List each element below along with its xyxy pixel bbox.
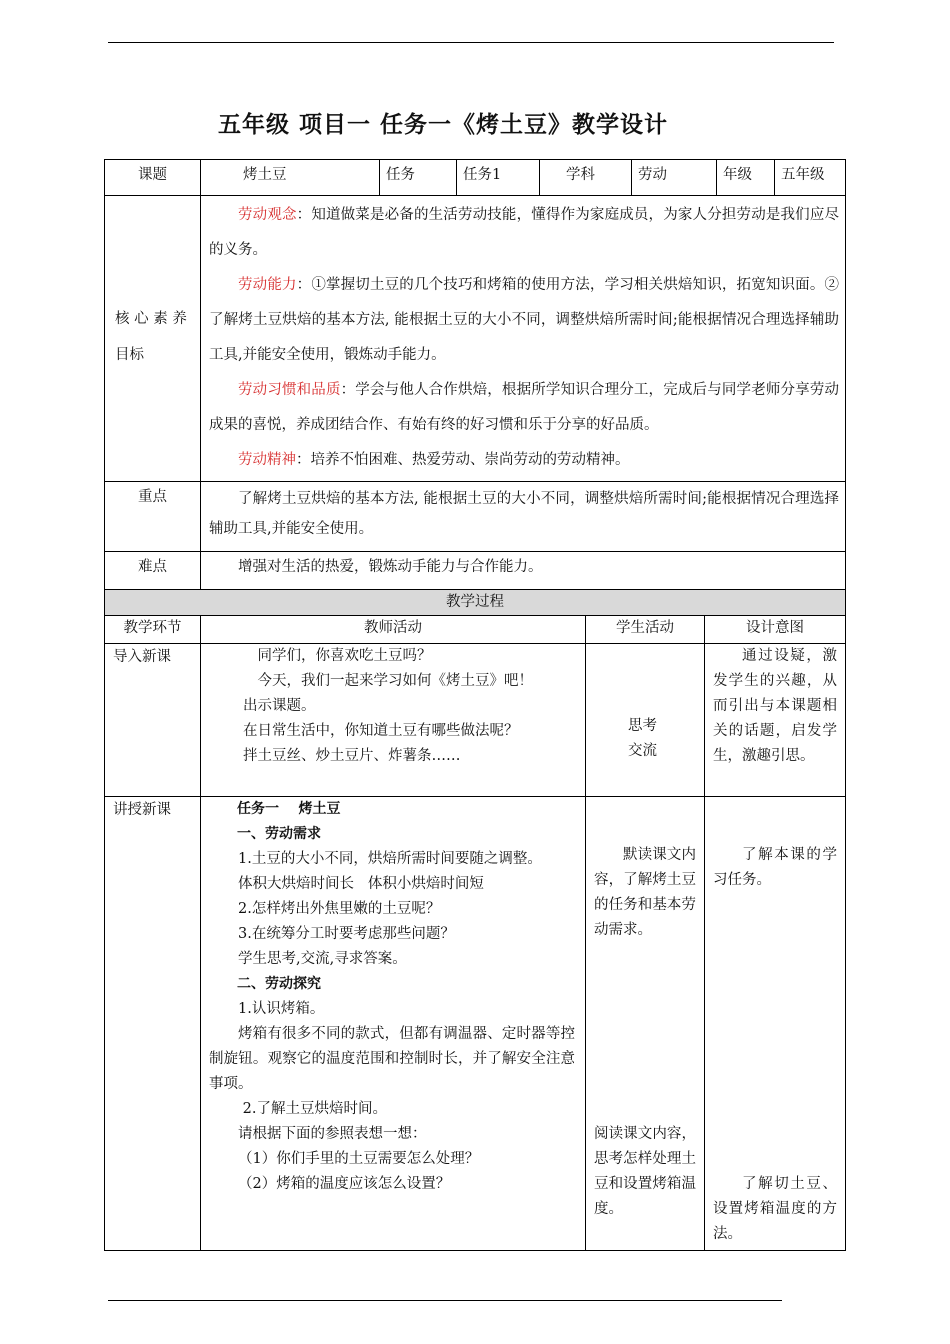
intro-teacher — [200, 643, 585, 796]
task-label: 任务 — [379, 159, 456, 195]
grade-value: 五年级 — [774, 159, 845, 195]
subject-value: 劳动 — [631, 159, 716, 195]
difficulty-text: 增强对生活的热爱，锻炼动手能力与合作能力。 — [238, 559, 543, 575]
table-right-border — [845, 159, 846, 1250]
lesson-line: 1.土豆的大小不同，烘焙所需时间要随之调整。 — [238, 851, 542, 867]
goal-text: ：学会与他人合作烘焙，根据所学知识合理分工，完成后与同学老师分享劳动成果的喜悦，养成团结合作、有始有终的好习惯和乐于分享的好品质。 — [209, 382, 840, 433]
goal-spirit — [209, 443, 839, 478]
lesson-line: 1.认识烤箱。 — [238, 1001, 325, 1017]
table-bottom-border — [104, 1250, 846, 1251]
col-stage: 教学环节 — [104, 615, 200, 643]
key-point-label: 重点 — [104, 481, 200, 551]
lesson-line: 体积大烘焙时间长 体积小烘焙时间短 — [238, 876, 484, 892]
intro-intent — [704, 643, 845, 796]
lesson-student-text: 阅读课文内容，思考怎样处理土豆和设置烤箱温度。 — [594, 1126, 696, 1217]
lesson-line: 2.怎样烤出外焦里嫩的土豆呢？ — [238, 901, 441, 917]
document-title: 五年级 项目一 任务一《烤土豆》教学设计 — [217, 111, 668, 138]
goal-text: ：①掌握切土豆的几个技巧和烤箱的使用方法，学习相关烘焙知识，拓宽知识面。②了解烤土豆烘焙的基本方法, 能根据土豆的大小不同，调整烘焙所需时间;能根据情况合理选择辅助工具,并能安全使用，锻炼动手能力。 — [209, 277, 840, 363]
goal-head: 劳动精神 — [238, 452, 296, 468]
intro-line: 同学们，你喜欢吃土豆吗？ — [257, 648, 432, 664]
difficulty-label: 难点 — [104, 551, 200, 589]
goal-concept — [209, 198, 839, 268]
col-intent: 设计意图 — [704, 615, 845, 643]
topic-value: 烤土豆 — [200, 159, 379, 195]
intro-student — [585, 643, 704, 796]
lesson-line: 2.了解土豆烘焙时间。 — [238, 1101, 387, 1117]
key-point-text: 了解烤土豆烘焙的基本方法, 能根据土豆的大小不同，调整烘焙所需时间;能根据情况合理选择辅助工具,并能安全使用。 — [209, 491, 839, 537]
intro-line: 出示课题。 — [243, 698, 316, 714]
grade-label: 年级 — [716, 159, 774, 195]
intro-stage: 导入新课 — [104, 643, 200, 796]
lesson-line: 请根据下面的参照表想一想： — [238, 1126, 427, 1142]
intro-student-line: 思考 — [628, 718, 657, 734]
lesson-student-text: 默读课文内容，了解烤土豆的任务和基本劳动需求。 — [594, 847, 696, 938]
lesson-line: 3.在统筹分工时要考虑那些问题？ — [238, 926, 455, 942]
footer-rule — [108, 1300, 782, 1301]
lesson-student — [585, 796, 704, 1250]
lesson-intent-text: 了解切土豆、设置烤箱温度的方法。 — [713, 1176, 837, 1242]
process-header: 教学过程 — [104, 589, 845, 615]
intro-intent-text: 通过设疑，激发学生的兴趣，从而引出与本课题相关的话题，启发学生，激趣引思。 — [713, 648, 837, 764]
col-student: 学生活动 — [585, 615, 704, 643]
task-value: 任务1 — [456, 159, 539, 195]
lesson-line: 学生思考,交流,寻求答案。 — [238, 951, 407, 967]
lesson-intent — [704, 796, 845, 1250]
intro-line: 在日常生活中，你知道土豆有哪些做法呢？ — [243, 723, 519, 739]
goal-head: 劳动观念 — [238, 207, 297, 223]
lesson-stage: 讲授新课 — [104, 796, 200, 1250]
goals-content — [200, 195, 845, 481]
header-rule — [108, 42, 834, 43]
col-teacher: 教师活动 — [200, 615, 585, 643]
goal-text: ：培养不怕困难、热爱劳动、崇尚劳动的劳动精神。 — [296, 452, 630, 468]
goal-habit — [209, 373, 839, 443]
goal-head: 劳动习惯和品质 — [238, 382, 341, 398]
section-title: 二、劳动探究 — [237, 976, 321, 992]
goal-text: ：知道做菜是必备的生活劳动技能，懂得作为家庭成员，为家人分担劳动是我们应尽的义务。 — [209, 207, 840, 258]
intro-student-line: 交流 — [628, 743, 657, 759]
task-title: 任务一 烤土豆 — [237, 801, 341, 817]
goal-ability — [209, 268, 839, 373]
topic-label: 课题 — [104, 159, 200, 195]
lesson-line: 烤箱有很多不同的款式，但都有调温器、定时器等控制旋钮。观察它的温度范围和控制时长，并了解安全注意事项。 — [209, 1026, 575, 1092]
section-title: 一、劳动需求 — [237, 826, 321, 842]
lesson-teacher — [200, 796, 585, 1250]
goal-head: 劳动能力 — [238, 277, 297, 293]
lesson-line: （2）烤箱的温度应该怎么设置？ — [238, 1176, 451, 1192]
key-point-content — [200, 481, 845, 551]
goals-label: 核 心 素 养 目标 — [104, 195, 200, 481]
intro-line: 今天，我们一起来学习如何《烤土豆》吧！ — [257, 673, 533, 689]
lesson-intent-text: 了解本课的学习任务。 — [713, 847, 837, 888]
subject-label: 学科 — [539, 159, 631, 195]
difficulty-content — [200, 551, 845, 589]
intro-line: 拌土豆丝、炒土豆片、炸薯条…… — [243, 748, 461, 764]
lesson-line: （1）你们手里的土豆需要怎么处理？ — [238, 1151, 480, 1167]
